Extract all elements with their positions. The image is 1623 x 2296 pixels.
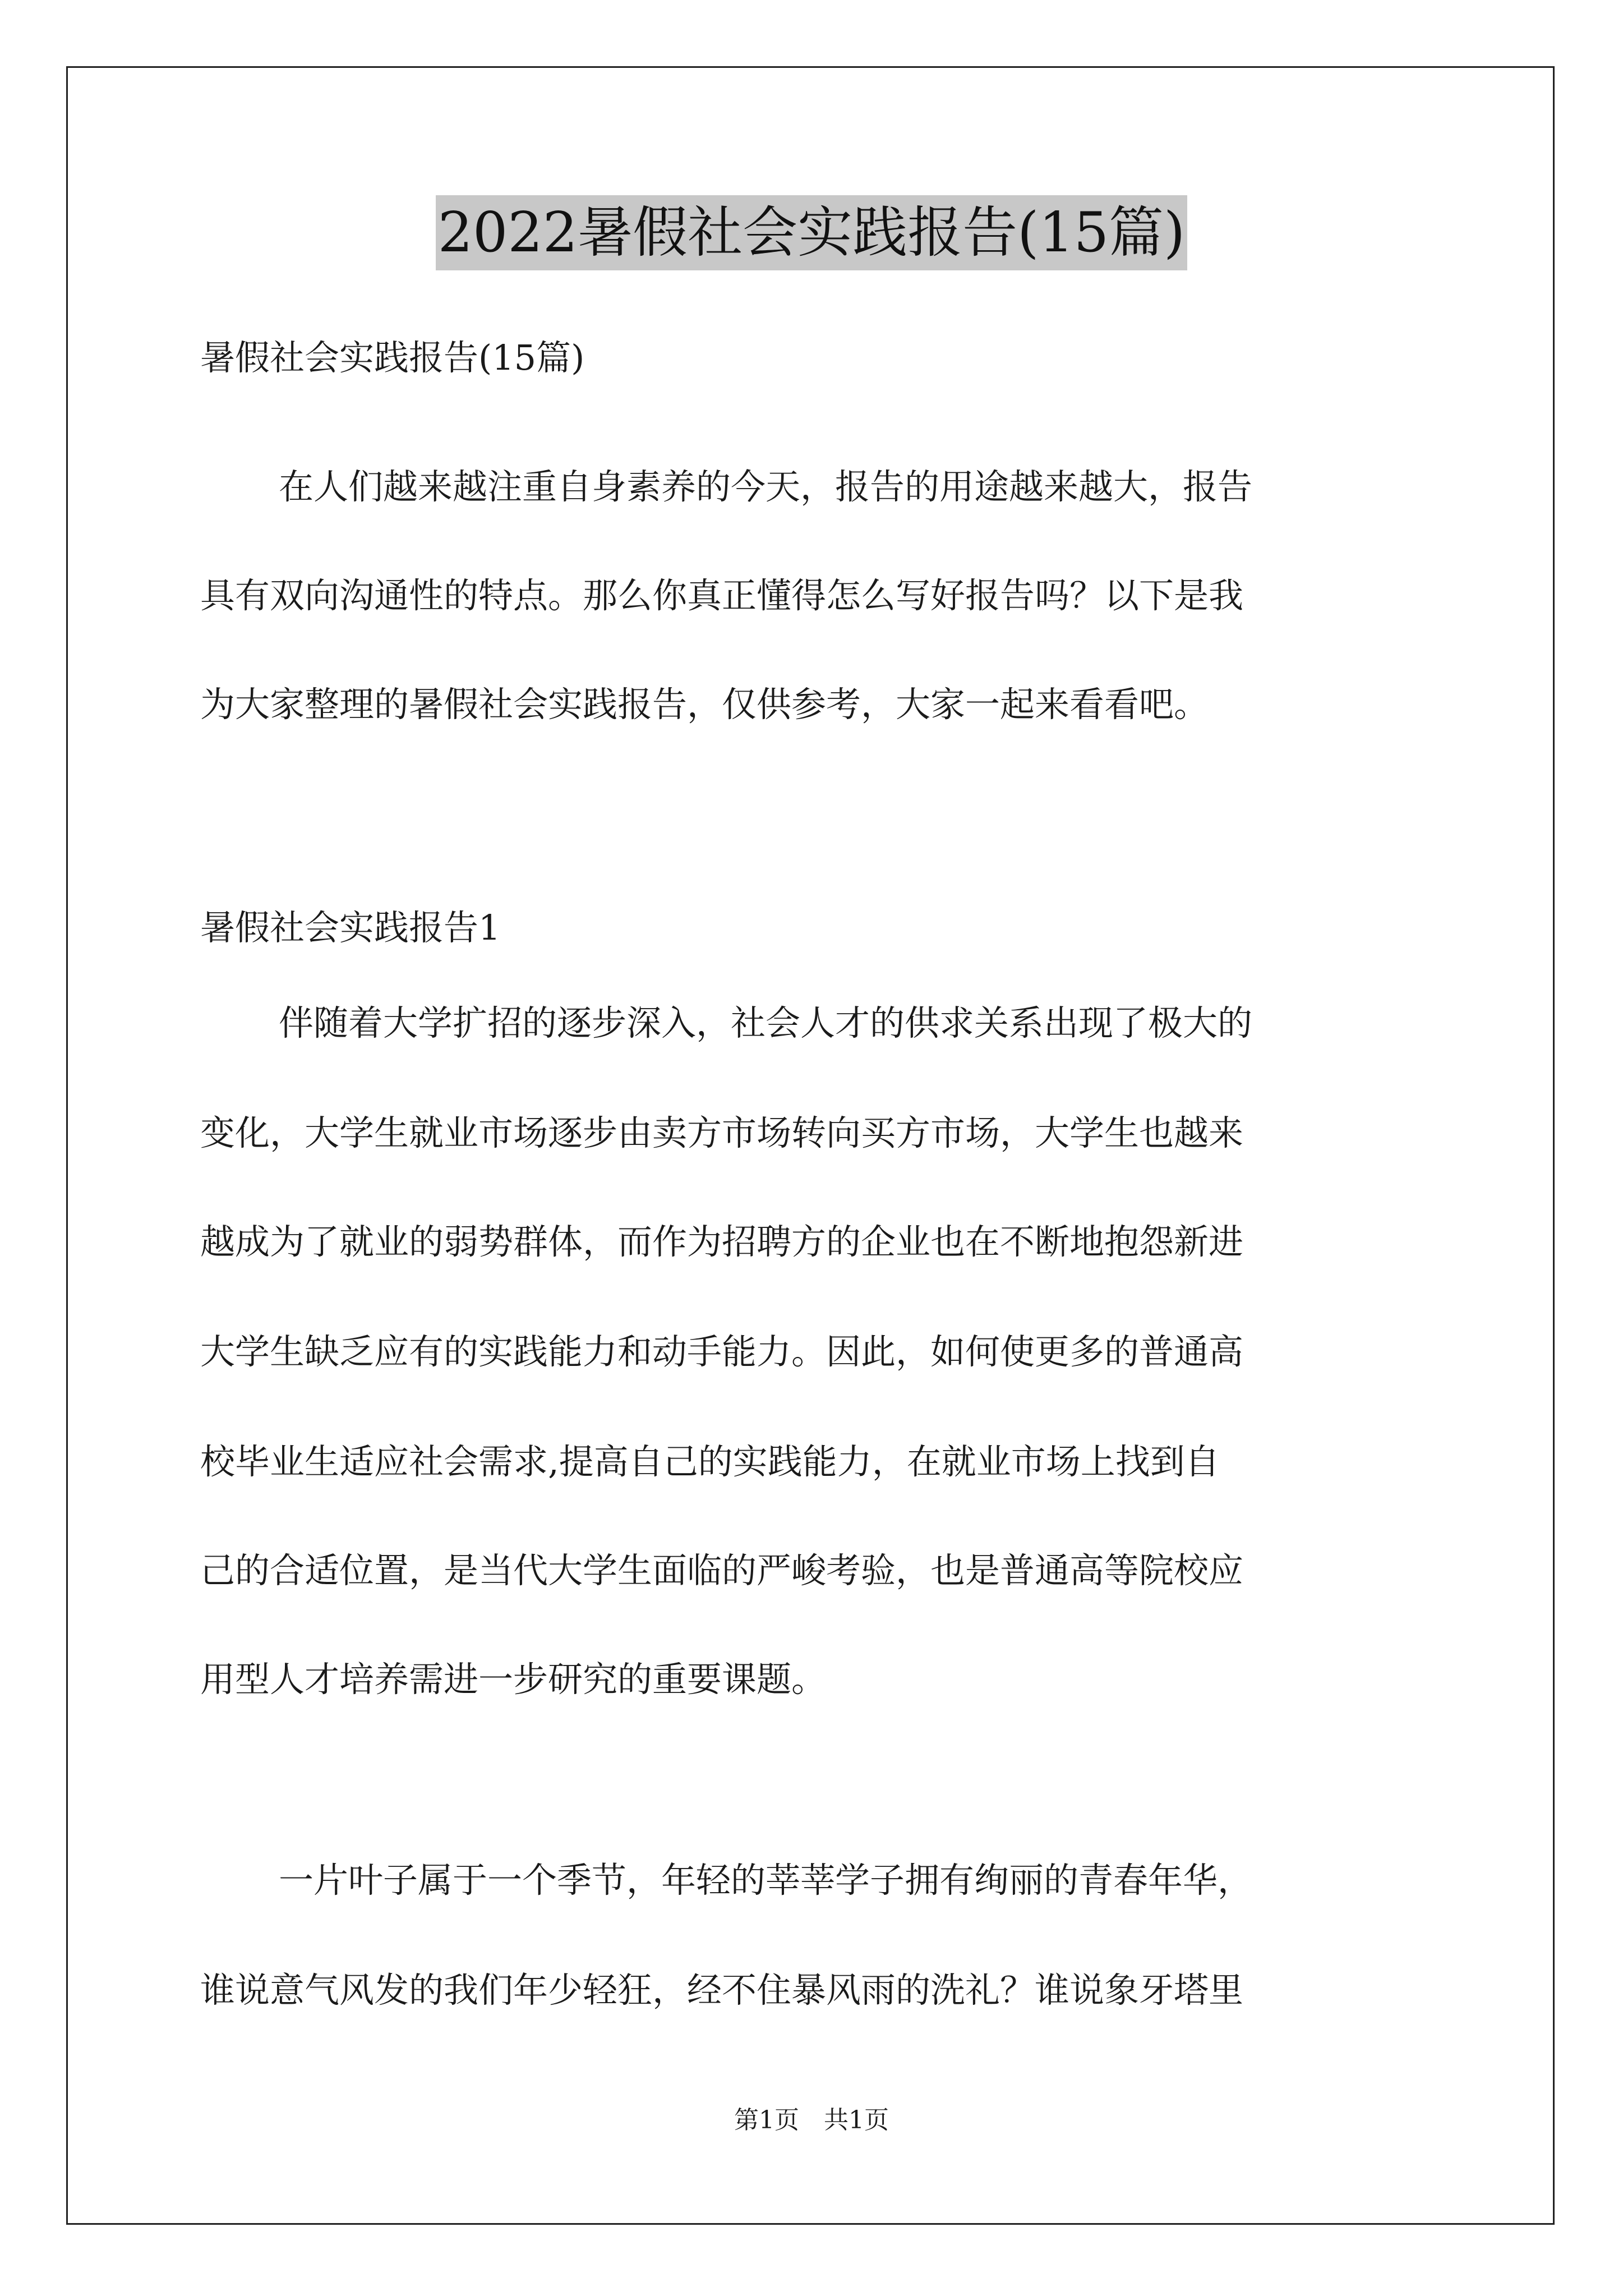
- document-title: 2022暑假社会实践报告(15篇): [436, 195, 1188, 270]
- paragraph-line: 具有双向沟通性的特点。那么你真正懂得怎么写好报告吗？以下是我: [200, 575, 1244, 616]
- paragraph-line: 校毕业生适应社会需求,提高自己的实践能力，在就业市场上找到自: [200, 1441, 1220, 1482]
- paragraph-line: 为大家整理的暑假社会实践报告，仅供参考，大家一起来看看吧。: [200, 684, 1209, 725]
- paragraph-line: 伴随着大学扩招的逐步深入，社会人才的供求关系出现了极大的: [279, 1002, 1253, 1043]
- section-heading: 暑假社会实践报告1: [200, 907, 501, 948]
- paragraph-line: 大学生缺乏应有的实践能力和动手能力。因此，如何使更多的普通高: [200, 1331, 1244, 1372]
- document-title-block: [0, 195, 1623, 279]
- paragraph-line: 一片叶子属于一个季节，年轻的莘莘学子拥有绚丽的青春年华，: [279, 1860, 1253, 1901]
- page-number-footer: 第1页 共1页: [734, 2106, 889, 2134]
- paragraph-line: 越成为了就业的弱势群体，而作为招聘方的企业也在不断地抱怨新进: [200, 1221, 1244, 1262]
- paragraph-line: 谁说意气风发的我们年少轻狂，经不住暴风雨的洗礼？谁说象牙塔里: [200, 1970, 1244, 2010]
- paragraph-line: 在人们越来越注重自身素养的今天，报告的用途越来越大，报告: [279, 466, 1253, 507]
- paragraph-line: 用型人才培养需进一步研究的重要课题。: [200, 1659, 827, 1700]
- paragraph-line: 己的合适位置，是当代大学生面临的严峻考验，也是普通高等院校应: [200, 1550, 1244, 1591]
- subtitle: 暑假社会实践报告(15篇): [200, 337, 585, 378]
- paragraph-line: 变化，大学生就业市场逐步由卖方市场转向买方市场，大学生也越来: [200, 1112, 1244, 1153]
